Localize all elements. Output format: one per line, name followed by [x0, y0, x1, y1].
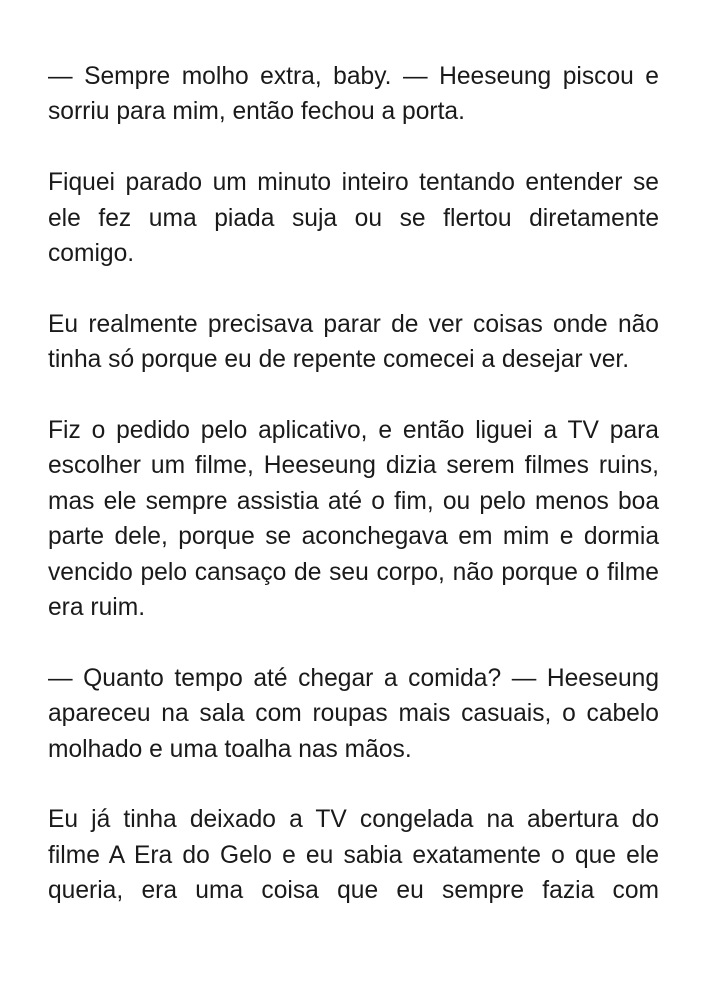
paragraph-1: — Sempre molho extra, baby. — Heeseung piscou e sorriu para mim, então fechou a porta. [48, 63, 659, 126]
paragraph-4: Fiz o pedido pelo aplicativo, e então liguei a TV para escolher um filme, Heeseung dizia serem filmes ruins, mas ele sempre assistia até o fim, ou pelo menos boa parte dele, porque se aconchegava em mim e dormia vencido pelo cansaço de seu corpo, não porque o filme era ruim. [48, 417, 659, 622]
paragraph-3: Eu realmente precisava parar de ver coisas onde não tinha só porque eu de repente comecei a desejar ver. [48, 310, 659, 374]
paragraph-2: Fiquei parado um minuto inteiro tentando entender se ele fez uma piada suja ou se flertou diretamente comigo. [48, 169, 659, 268]
paragraph-6: Eu já tinha deixado a TV congelada na abertura do filme A Era do Gelo e eu sabia exatamente o que ele queria, era uma coisa que eu sempre fazia com [48, 806, 659, 905]
page-text [48, 59, 659, 909]
paragraph-5: — Quanto tempo até chegar a comida? — Heeseung apareceu na sala com roupas mais casuais, o cabelo molhado e uma toalha nas mãos. [48, 664, 659, 763]
